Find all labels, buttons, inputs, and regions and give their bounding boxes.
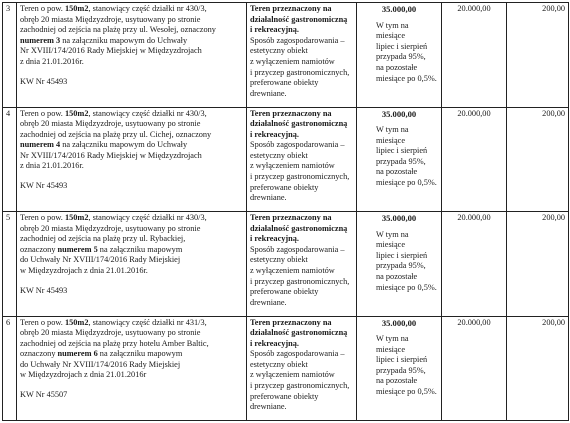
purpose-title-line: i rekreacyjną. [250, 234, 300, 244]
row-number: 4 [3, 107, 17, 212]
deposit-value: 20.000,00 [442, 212, 507, 317]
rent-note-line: miesiące po 0,5%. [376, 178, 437, 188]
land-purpose [247, 107, 357, 212]
description-line: do Uchwały Nr XVIII/174/2016 Rady Miejskiej [20, 255, 181, 265]
purpose-line: drewniane. [250, 88, 287, 98]
annual-rent [357, 316, 442, 421]
purpose-line: z wyłączeniem namiotów [250, 56, 335, 66]
purpose-line: estetyczny obiekt [250, 255, 308, 265]
rent-note-line: przypada 95%, [376, 156, 426, 166]
purpose-title-line: Teren przeznaczony na [250, 108, 332, 118]
rent-note-line: miesiące po 0,5%. [376, 282, 437, 292]
purpose-title-line: i rekreacyjną. [250, 25, 300, 35]
purpose-line: estetyczny obiekt [250, 359, 308, 369]
deposit-value: 20.000,00 [442, 107, 507, 212]
purpose-title-line: działalność gastronomiczną [250, 223, 348, 233]
description-line: zachodniej od zejścia na plażę przy ul. Rybackiej, [20, 234, 186, 244]
annual-rent [357, 107, 442, 212]
purpose-line: Sposób zagospodarowania – [250, 349, 345, 359]
description-line: Nr XVIII/174/2016 Rady Miejskiej w Międzyzdrojach [20, 150, 202, 160]
land-purpose [247, 316, 357, 421]
rent-note-line: przypada 95%, [376, 52, 426, 62]
purpose-title-line: działalność gastronomiczną [250, 14, 348, 24]
description-line: Teren o pow. 150m2, stanowiący część działki nr 430/3, [20, 108, 207, 118]
purpose-title-line: działalność gastronomiczną [250, 328, 348, 338]
purpose-line: drewniane. [250, 402, 287, 412]
purpose-line: z wyłączeniem namiotów [250, 265, 335, 275]
purpose-line: preferowane obiekty [250, 287, 319, 297]
description-line: z dnia 21.01.2016r. [20, 56, 84, 66]
description-line: obręb 20 miasta Międzyzdroje, usytuowany po stronie [20, 328, 201, 338]
purpose-line: i przyczep gastronomicznych, [250, 172, 350, 182]
rent-note-line: lipiec i sierpień [376, 41, 428, 51]
minimum-bid-step: 200,00 [507, 107, 569, 212]
land-register-number: KW Nr 45493 [20, 181, 68, 191]
table-row [3, 107, 569, 212]
rent-note-line: miesiące po 0,5%. [376, 73, 437, 83]
annual-rent [357, 3, 442, 108]
purpose-line: drewniane. [250, 193, 287, 203]
purpose-line: preferowane obiekty [250, 78, 319, 88]
row-number: 6 [3, 316, 17, 421]
description-line: zachodniej od zejścia na plażę przy hotelu Amber Baltic, [20, 338, 209, 348]
description-line: obręb 20 miasta Międzyzdroje, usytuowany po stronie [20, 14, 201, 24]
purpose-line: i przyczep gastronomicznych, [250, 67, 350, 77]
description-line: do Uchwały Nr XVIII/174/2016 Rady Miejskiej [20, 359, 181, 369]
description-line: Nr XVIII/174/2016 Rady Miejskiej w Międzyzdrojach [20, 46, 202, 56]
purpose-line: Sposób zagospodarowania – [250, 140, 345, 150]
land-register-number: KW Nr 45507 [20, 390, 68, 400]
minimum-bid-step: 200,00 [507, 3, 569, 108]
purpose-title-line: i rekreacyjną. [250, 338, 300, 348]
table-row [3, 316, 569, 421]
row-number: 5 [3, 212, 17, 317]
purpose-line: drewniane. [250, 297, 287, 307]
rent-note-line: W tym na miesiące [376, 229, 409, 250]
rent-amount: 35.000,00 [381, 108, 417, 119]
purpose-line: estetyczny obiekt [250, 150, 308, 160]
rent-note-line: na pozostałe [376, 376, 418, 386]
description-line: oznaczony numerem 5 na załączniku mapowym [20, 244, 183, 254]
rent-note-line: na pozostałe [376, 167, 418, 177]
purpose-line: Sposób zagospodarowania – [250, 244, 345, 254]
property-table [2, 2, 569, 421]
description-line: zachodniej od zejścia na plażę przy ul. Wesołej, oznaczony [20, 25, 216, 35]
purpose-line: i przyczep gastronomicznych, [250, 381, 350, 391]
deposit-value: 20.000,00 [442, 316, 507, 421]
minimum-bid-step: 200,00 [507, 316, 569, 421]
rent-amount: 35.000,00 [381, 213, 417, 223]
deposit-value: 20.000,00 [442, 3, 507, 108]
rent-note-line: na pozostałe [376, 271, 418, 281]
description-line: Teren o pow. 150m2, stanowiący część działki nr 431/3, [20, 317, 207, 327]
description-line: w Międzyzdrojach z dnia 21.01.2016r [20, 370, 147, 380]
purpose-title-line: Teren przeznaczony na [250, 4, 332, 13]
purpose-line: preferowane obiekty [250, 391, 319, 401]
rent-note-line: przypada 95%, [376, 261, 426, 271]
property-description [17, 3, 247, 108]
table-row [3, 3, 569, 108]
table-row [3, 212, 569, 317]
rent-note-line: W tym na miesiące [376, 20, 409, 41]
rent-note-line: na pozostałe [376, 62, 418, 72]
minimum-bid-step: 200,00 [507, 212, 569, 317]
property-description [17, 316, 247, 421]
description-line: z dnia 21.01.2016r. [20, 161, 84, 171]
purpose-line: z wyłączeniem namiotów [250, 161, 335, 171]
purpose-title-line: działalność gastronomiczną [250, 119, 348, 129]
land-register-number: KW Nr 45493 [20, 285, 68, 295]
description-line: numerem 4 na załączniku mapowym do Uchwały [20, 140, 188, 150]
land-purpose [247, 212, 357, 317]
annual-rent [357, 212, 442, 317]
purpose-line: Sposób zagospodarowania – [250, 35, 345, 45]
rent-note-line: lipiec i sierpień [376, 250, 428, 260]
purpose-line: z wyłączeniem namiotów [250, 370, 335, 380]
description-line: Teren o pow. 150m2, stanowiący część działki nr 430/3, [20, 213, 207, 222]
land-register-number: KW Nr 45493 [20, 76, 68, 86]
purpose-title-line: Teren przeznaczony na [250, 317, 332, 327]
description-line: Teren o pow. 150m2, stanowiący część działki nr 430/3, [20, 4, 207, 13]
rent-amount: 35.000,00 [381, 317, 417, 328]
rent-note-line: przypada 95%, [376, 365, 426, 375]
purpose-title-line: i rekreacyjną. [250, 129, 300, 139]
row-number: 3 [3, 3, 17, 108]
purpose-title-line: Teren przeznaczony na [250, 213, 332, 222]
rent-amount: 35.000,00 [381, 4, 417, 14]
purpose-line: estetyczny obiekt [250, 46, 308, 56]
rent-note-line: W tym na miesiące [376, 334, 409, 354]
property-description [17, 212, 247, 317]
description-line: oznaczony numerem 6 na załączniku mapowym [20, 349, 183, 359]
purpose-line: preferowane obiekty [250, 182, 319, 192]
rent-note-line: lipiec i sierpień [376, 355, 428, 365]
description-line: obręb 20 miasta Międzyzdroje, usytuowany po stronie [20, 119, 201, 129]
description-line: w Międzyzdrojach z dnia 21.01.2016r. [20, 265, 148, 275]
description-line: obręb 20 miasta Międzyzdroje, usytuowany po stronie [20, 223, 201, 233]
purpose-line: i przyczep gastronomicznych, [250, 276, 350, 286]
rent-note-line: lipiec i sierpień [376, 146, 428, 156]
land-purpose [247, 3, 357, 108]
rent-note-line: W tym na miesiące [376, 125, 409, 145]
rent-note-line: miesiące po 0,5%. [376, 387, 437, 397]
table-body [3, 3, 569, 421]
description-line: numerem 3 na załączniku mapowym do Uchwały [20, 35, 188, 45]
property-description [17, 107, 247, 212]
description-line: zachodniej od zejścia na plażę przy ul. Cichej, oznaczony [20, 129, 212, 139]
